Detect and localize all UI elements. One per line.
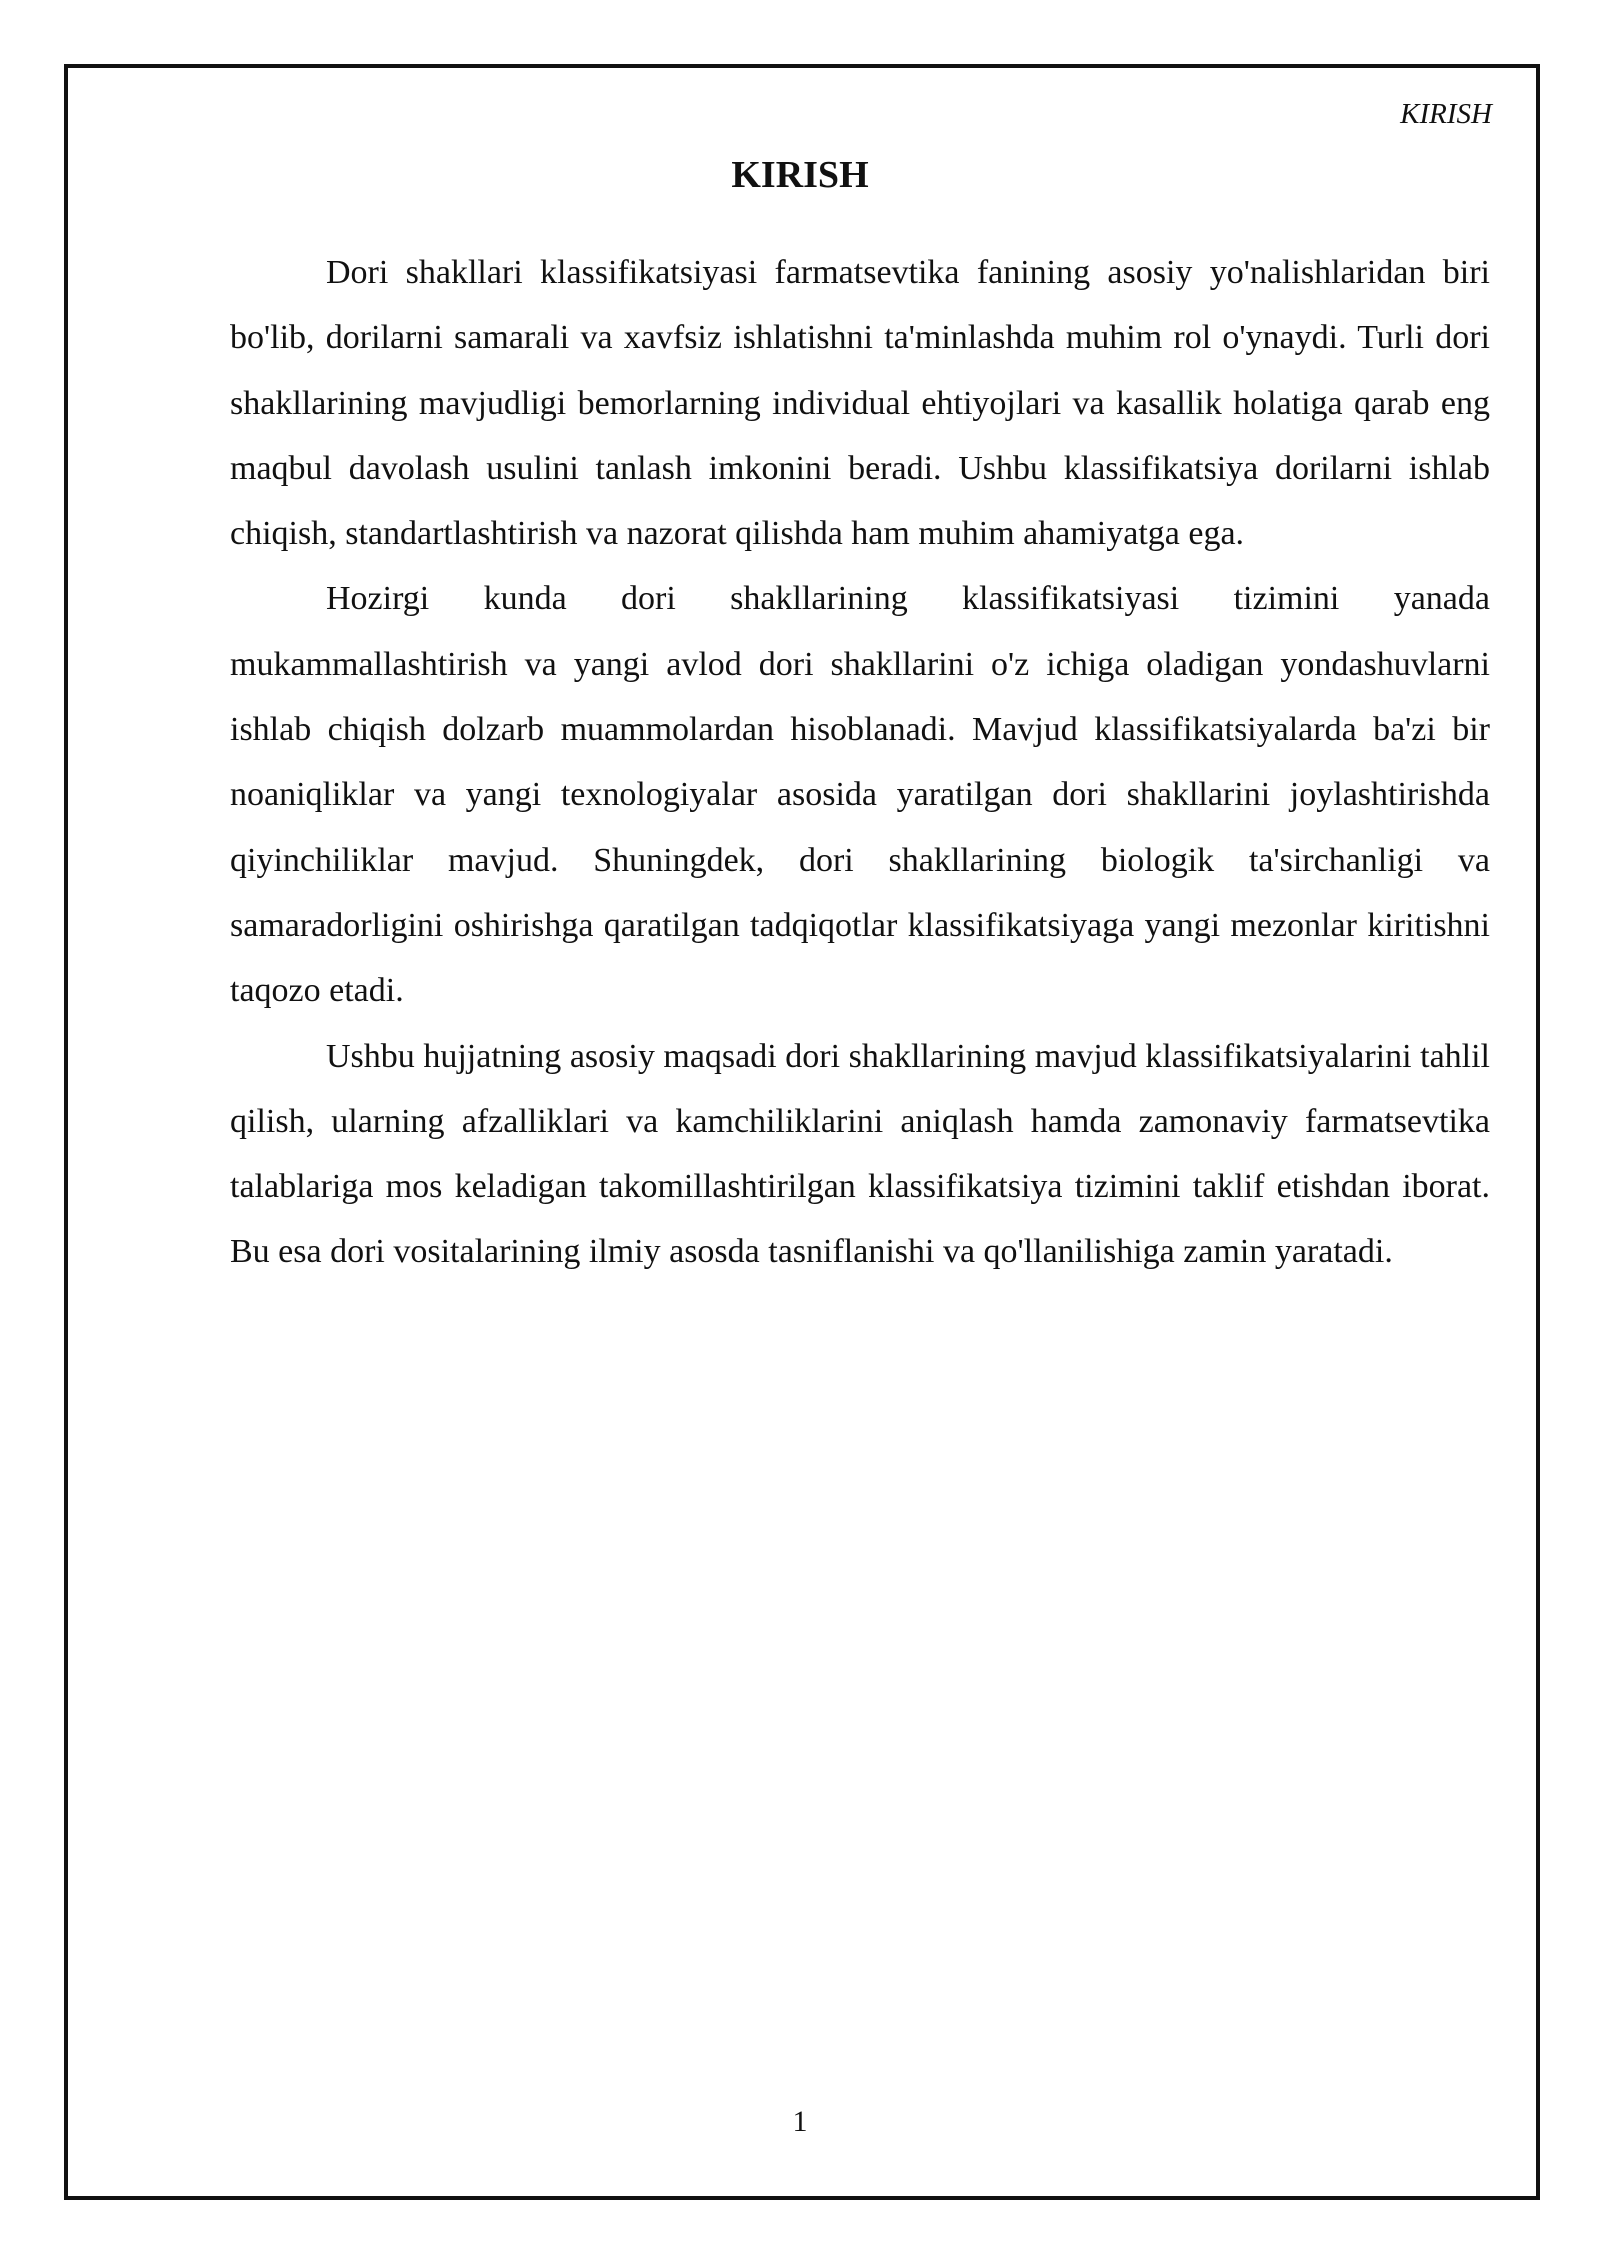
paragraph-1: Dori shakllari klassifikatsiyasi farmatsevtika fanining asosiy yo'nalishlaridan biri bo'lib, dorilarni samarali va xavfsiz ishlatishni ta'minlashda muhim rol o'ynaydi. Turli dori shakllarining mavjudligi bemorlarning individual ehtiyojlari va kasallik holatiga qarab eng maqbul davolash usulini tanlash imkonini beradi. Ushbu klassifikatsiya dorilarni ishlab chiqish, standartlashtirish va nazorat qilishda ham muhim ahamiyatga ega. [230, 254, 1490, 553]
running-header: KIRISH [1400, 98, 1492, 130]
body-text [230, 240, 1490, 1285]
paragraph-3: Ushbu hujjatning asosiy maqsadi dori shakllarining mavjud klassifikatsiyalarini tahlil qilish, ularning afzalliklari va kamchiliklarini aniqlash hamda zamonaviy farmatsevtika talablariga mos keladigan takomillashtirilgan klassifikatsiya tizimini taklif etishdan iborat. Bu esa dori vositalarining ilmiy asosda tasniflanishi va qo'llanilishiga zamin yaratadi. [230, 1037, 1490, 1271]
page-number: 1 [792, 2105, 808, 2138]
page-title: KIRISH [731, 154, 869, 196]
paragraph-2: Hozirgi kunda dori shakllarining klassifikatsiyasi tizimini yanada mukammallashtirish va yangi avlod dori shakllarini o'z ichiga oladigan yondashuvlarni ishlab chiqish dolzarb muammolardan hisoblanadi. Mavjud klassifikatsiyalarda ba'zi bir noaniqliklar va yangi texnologiyalar asosida yaratilgan dori shakllarini joylashtirishda qiyinchiliklar mavjud. Shuningdek, dori shakllarining biologik ta'sirchanligi va samaradorligini oshirishga qaratilgan tadqiqotlar klassifikatsiyaga yangi mezonlar kiritishni taqozo etadi. [230, 580, 1490, 1010]
